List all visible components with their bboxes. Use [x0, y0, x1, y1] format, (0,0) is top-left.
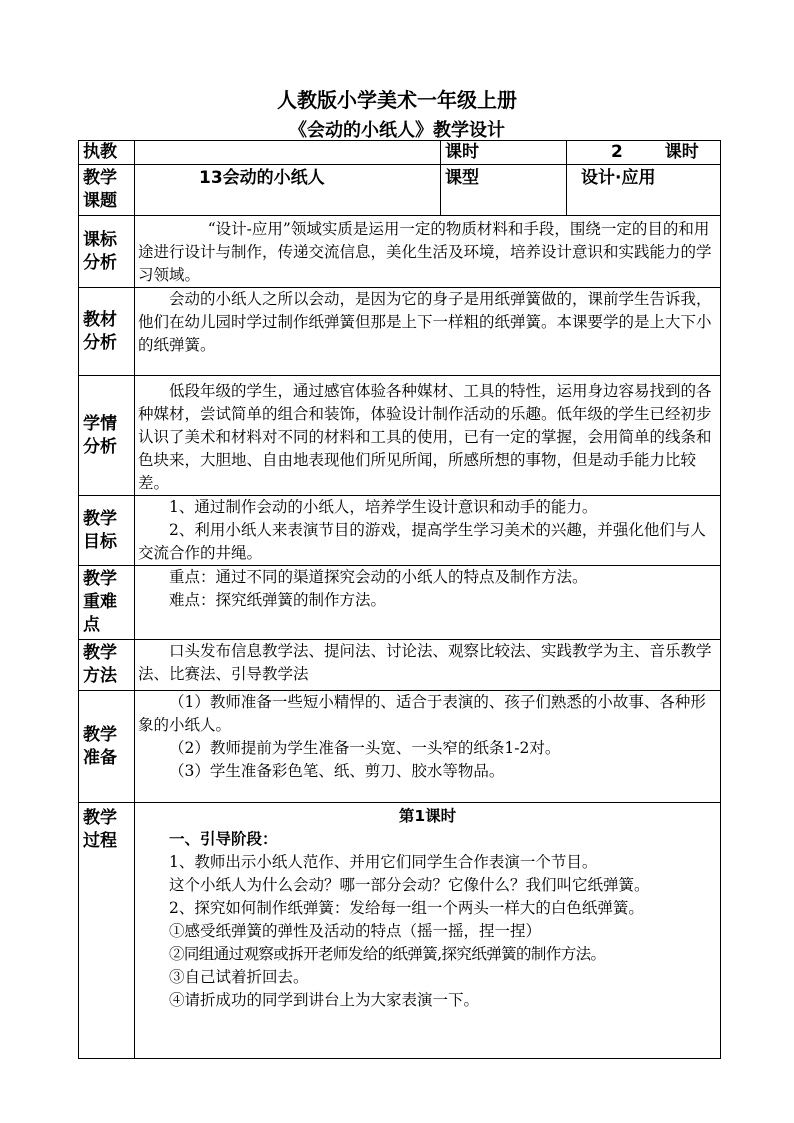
goal-item: 1、通过制作会动的小纸人，培养学生设计意识和动手的能力。 [169, 498, 598, 516]
goal-item: 2、利用小纸人来表演节目的游戏，提高学生学习美术的兴趣，并强化他们与人交流合作的井绳。 [138, 521, 706, 562]
label-prep: 教学准备 [79, 691, 135, 803]
prep-item: （1）教师准备一些短小精悍的、适合于表演的、孩子们熟悉的小故事、各种形象的小纸人。 [138, 693, 706, 734]
document-subtitle: 《会动的小纸人》教学设计 [289, 120, 505, 141]
label-students: 学情分析 [79, 376, 135, 496]
material-text: 会动的小纸人之所以会动，是因为它的身子是用纸弹簧做的，课前学生告诉我，他们在幼儿园时学过制作纸弹簧但那是上下一样粗的纸弹簧。本课要学的是上大下小的纸弹簧。 [138, 290, 712, 354]
value-hours [567, 141, 721, 165]
students-text: 低段年级的学生，通过感官体验各种媒材、工具的特性，运用身边容易找到的各种媒材，尝试简单的组合和装饰，体验设计制作活动的乐趣。低年级的学生已经初步认识了美术和材料对不同的材料和工具的使用，已有一定的掌握，会用简单的线条和色块来，大胆地、自由地表现他们所见所闻，所感所想的事物，但是动手能力比较差。 [138, 382, 712, 492]
hours-unit: 课时 [664, 142, 699, 162]
lesson-heading: 第1课时 [398, 807, 457, 825]
value-methods [135, 640, 721, 691]
methods-text: 口头发布信息教学法、提问法、讨论法、观察比较法、实践教学为主、音乐教学法、比赛法、引导教学法 [138, 642, 712, 683]
prep-item: （3）学生准备彩色笔、纸、剪刀、胶水等物品。 [169, 762, 505, 780]
value-process [135, 803, 721, 1059]
label-process: 教学过程 [79, 803, 135, 1059]
value-type: 设计·应用 [567, 165, 721, 216]
value-prep [135, 691, 721, 803]
label-standards: 课标分析 [79, 216, 135, 288]
process-item: 2、探究如何制作纸弹簧：发给每一组一个两头一样大的白色纸弹簧。 [169, 899, 644, 917]
document-title: 人教版小学美术一年级上册 [277, 88, 517, 112]
topic-text: 13会动的小纸人 [199, 168, 325, 188]
value-teacher [135, 141, 441, 165]
process-item: 1、教师出示小纸人范作、并用它们同学生合作表演一个节目。 [169, 853, 598, 871]
row-goals [79, 496, 721, 566]
stage-heading: 一、引导阶段： [169, 830, 278, 848]
process-item: ①感受纸弹簧的弹性及活动的特点（摇一摇，捏一捏） [169, 922, 542, 940]
label-methods: 教学方法 [79, 640, 135, 691]
process-item: ③自己试着折回去。 [169, 968, 309, 986]
value-students [135, 376, 721, 496]
row-material [79, 288, 721, 376]
row-prep [79, 691, 721, 803]
label-keypoints: 教学重难点 [79, 566, 135, 640]
standards-text: “设计-应用”领域实质是运用一定的物质材料和手段，围绕一定的目的和用途进行设计与制作，传递交流信息，美化生活及环境，培养设计意识和实践能力的学习领域。 [138, 220, 712, 284]
label-material: 教材分析 [79, 288, 135, 376]
prep-item: （2）教师提前为学生准备一头宽、一头窄的纸条1-2对。 [169, 739, 561, 757]
row-teacher [79, 141, 721, 165]
label-hours: 课时 [441, 141, 567, 165]
value-topic [135, 165, 441, 216]
process-item: ④请折成功的同学到讲台上为大家表演一下。 [169, 991, 480, 1009]
hours-number: 2 [611, 142, 623, 162]
value-goals [135, 496, 721, 566]
row-process [79, 803, 721, 1059]
label-topic: 教学课题 [79, 165, 135, 216]
row-methods [79, 640, 721, 691]
value-keypoints [135, 566, 721, 640]
row-students [79, 376, 721, 496]
label-type: 课型 [441, 165, 567, 216]
label-goals: 教学目标 [79, 496, 135, 566]
value-material [135, 288, 721, 376]
keypoint-item: 难点：探究纸弹簧的制作方法。 [169, 591, 387, 609]
row-standards [79, 216, 721, 288]
process-item: 这个小纸人为什么会动？哪一部分会动？它像什么？我们叫它纸弹簧。 [169, 876, 650, 894]
row-topic [79, 165, 721, 216]
row-keypoints [79, 566, 721, 640]
value-standards [135, 216, 721, 288]
keypoint-item: 重点：通过不同的渠道探究会动的小纸人的特点及制作方法。 [169, 568, 588, 586]
process-item: ②同组通过观察或拆开老师发给的纸弹簧,探究纸弹簧的制作方法。 [169, 945, 606, 963]
lesson-plan-table [78, 140, 721, 1059]
label-teacher: 执教 [79, 141, 135, 165]
